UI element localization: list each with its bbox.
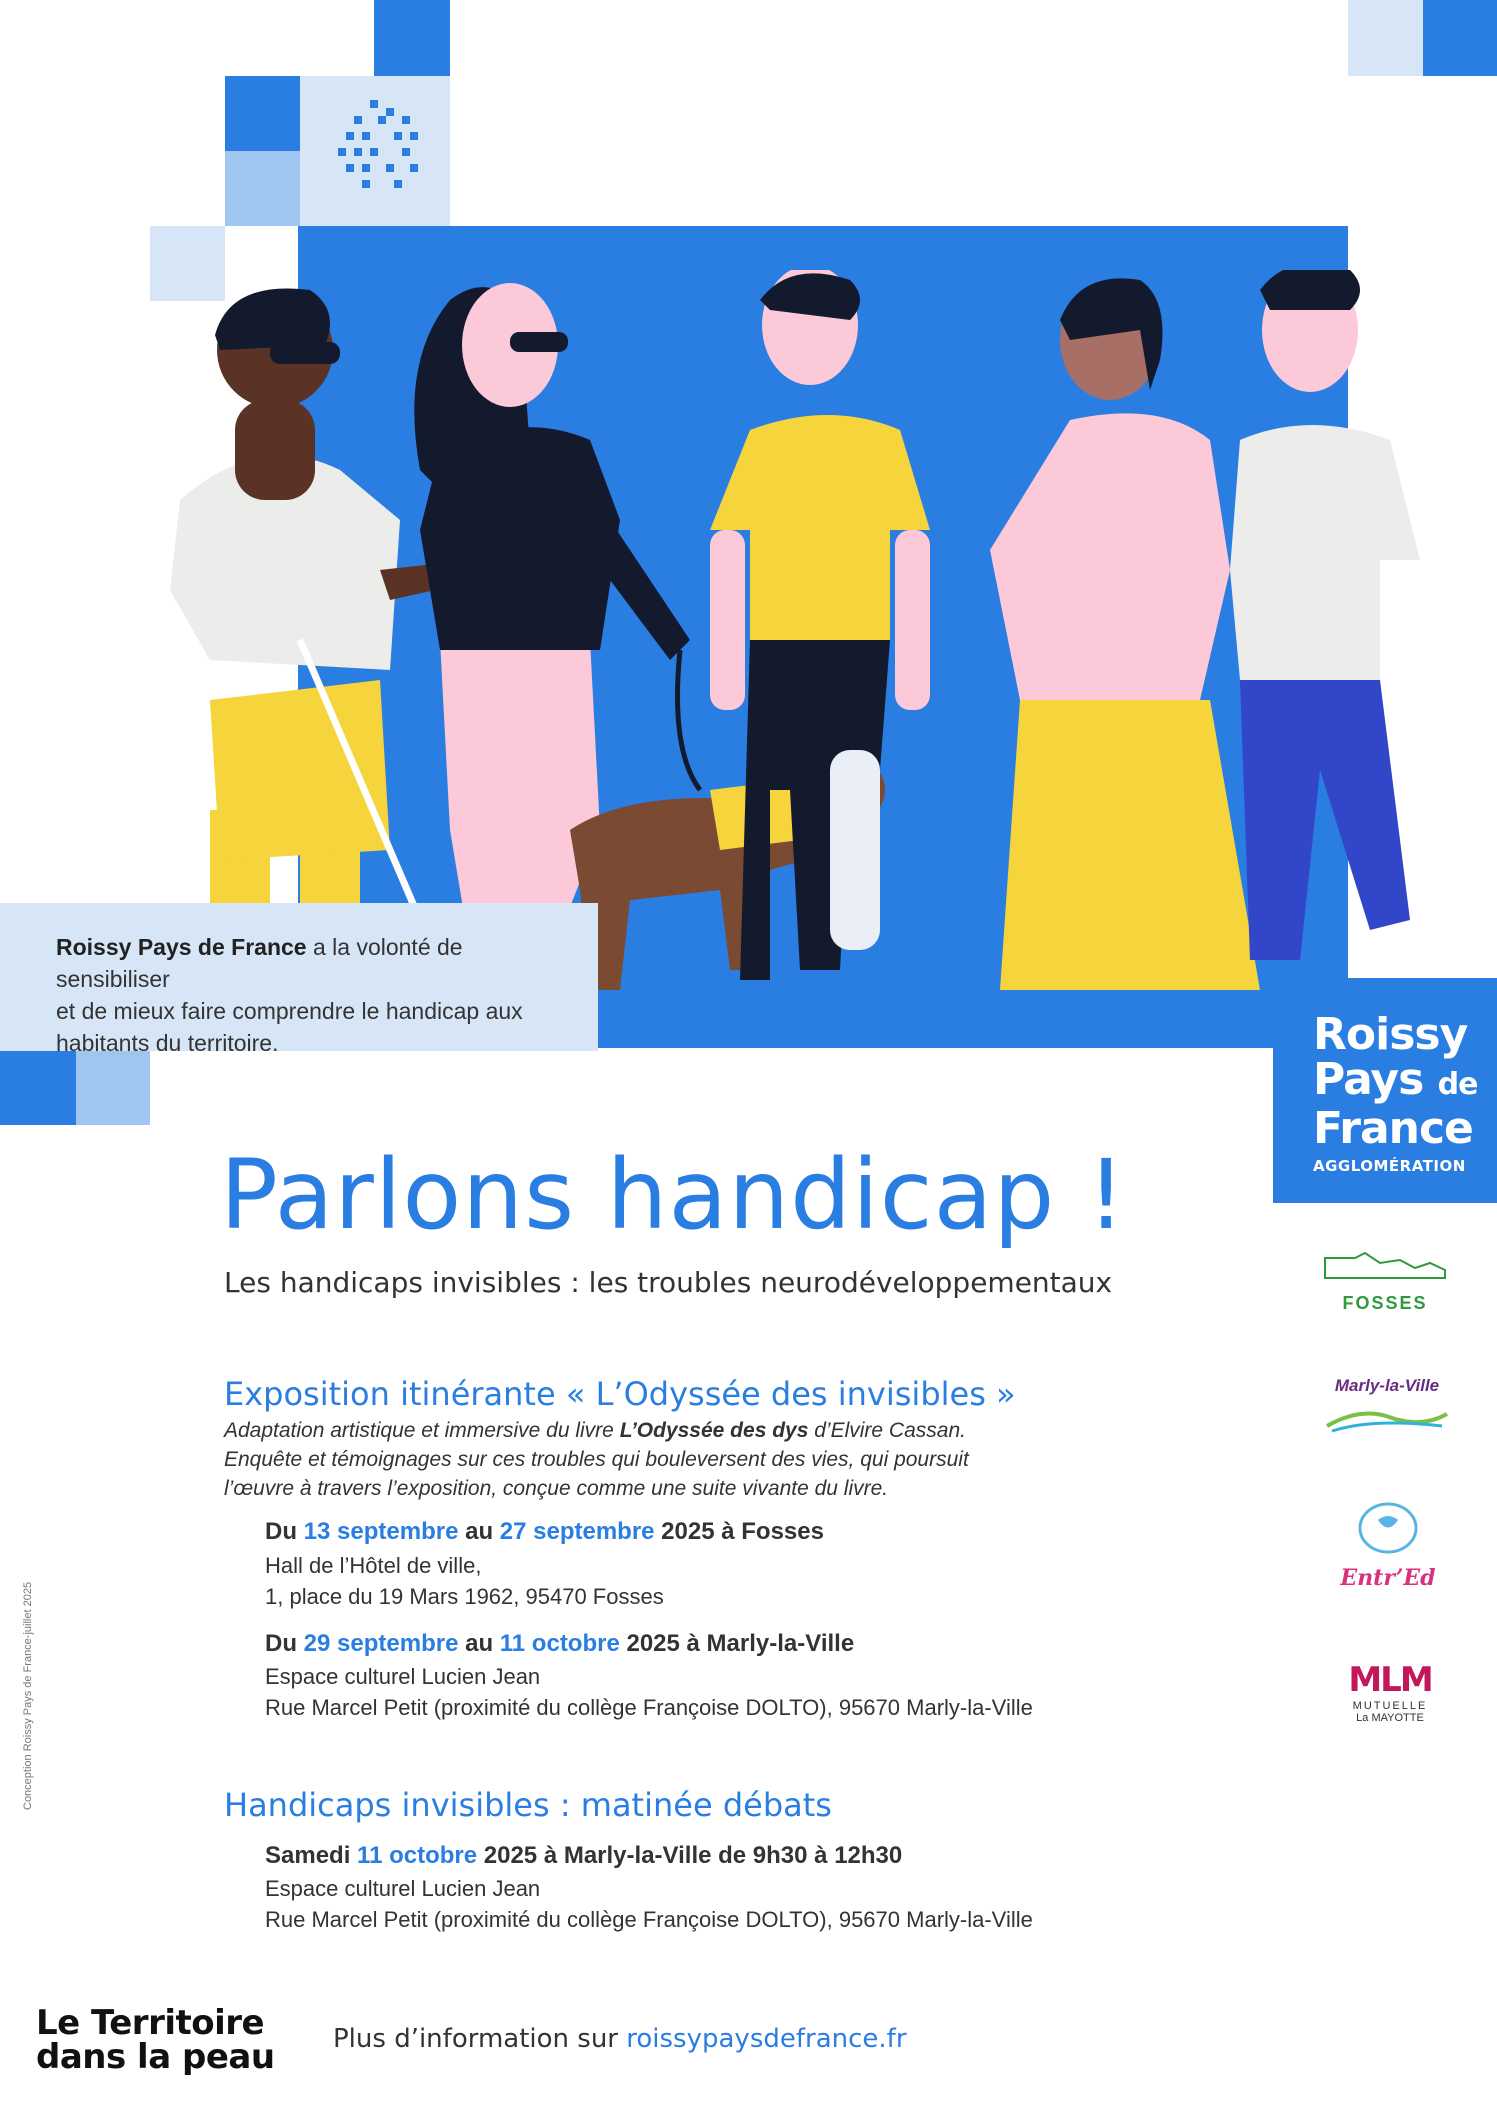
debats-tail: 2025 à Marly-la-Ville de 9h30 à 12h30 [477, 1842, 903, 1869]
date-tail: 2025 à Marly-la-Ville [619, 1630, 855, 1657]
person-pink-sweater [990, 278, 1260, 990]
marly-landscape-icon [1322, 1396, 1452, 1436]
territoire-line-1: Le Territoire [36, 2003, 265, 2043]
logo-pays: Pays [1313, 1054, 1424, 1105]
logo-line-4: AGGLOMÉRATION [1313, 1157, 1466, 1175]
credit-label: Conception Roissy Pays de France-juillet 2025 [22, 1581, 34, 1810]
desc-text: Adaptation artistique et immersive du livre [224, 1419, 620, 1442]
mlm-logo [1340, 1660, 1440, 1724]
debats-address-a: Espace culturel Lucien Jean [265, 1876, 541, 1901]
intro-text: a la volonté de sensibiliser [56, 934, 463, 992]
pixel-sparkle-icon [330, 100, 430, 195]
page-subtitle: Les handicaps invisibles : les troubles neurodéveloppementaux [224, 1266, 1113, 1299]
debats-date [265, 1840, 902, 1872]
exposition-address-2a: Espace culturel Lucien Jean [265, 1664, 541, 1689]
deco-square [0, 1051, 76, 1125]
debats-day: Samedi [265, 1842, 358, 1869]
date-start: 13 septembre [303, 1518, 459, 1545]
more-info [333, 2024, 907, 2054]
deco-square [76, 1051, 150, 1125]
exposition-desc-1 [224, 1416, 966, 1445]
exposition-desc-3: l’œuvre à travers l’exposition, conçue comme une suite vivante du livre. [224, 1477, 889, 1500]
mlm-sub-2: La MAYOTTE [1356, 1712, 1424, 1724]
deco-square [1348, 0, 1423, 76]
fosses-emblem-icon [1320, 1248, 1450, 1288]
credit-text [8, 1580, 48, 1880]
exposition-desc-2: Enquête et témoignages sur ces troubles qui bouleversent des vies, qui poursuit [224, 1448, 969, 1471]
desc-text: d’Elvire Cassan. [808, 1419, 966, 1442]
territoire-line-2: dans la peau [36, 2037, 275, 2077]
intro-line-1 [56, 931, 558, 995]
debats-address-b: Rue Marcel Petit (proximité du collège Françoise DOLTO), 95670 Marly-la-Ville [265, 1907, 1033, 1932]
date-end: 27 septembre [499, 1518, 655, 1545]
exposition-date-1 [265, 1516, 824, 1548]
person-with-dog [414, 283, 700, 1010]
deco-square [225, 151, 300, 226]
intro-line-2: et de mieux faire comprendre le handicap aux [56, 998, 523, 1024]
person-white-shirt [1230, 270, 1420, 960]
exposition-address-1b: 1, place du 19 Mars 1962, 95470 Fosses [265, 1584, 664, 1609]
logo-de: de [1437, 1067, 1478, 1102]
hands-heart-icon [1318, 1490, 1458, 1560]
exposition-date-2 [265, 1628, 854, 1660]
exposition-address-2b: Rue Marcel Petit (proximité du collège Françoise DOLTO), 95670 Marly-la-Ville [265, 1695, 1033, 1720]
logo-line-1: Roissy [1313, 1009, 1468, 1060]
date-du: Du [265, 1630, 304, 1657]
marly-label: Marly-la-Ville [1334, 1376, 1440, 1395]
intro-line-3: habitants du territoire. [56, 1030, 279, 1056]
territoire-logo [36, 2003, 275, 2077]
debats-date-value: 11 octobre [357, 1842, 478, 1869]
roissy-logo [1273, 978, 1497, 1203]
page-title: Parlons handicap ! [220, 1139, 1127, 1251]
intro-brand: Roissy Pays de France [56, 934, 307, 960]
more-info-label: Plus d’information sur [333, 2024, 627, 2054]
marly-logo [1322, 1376, 1452, 1441]
date-du: Du [265, 1518, 304, 1545]
fosses-label: FOSSES [1342, 1293, 1428, 1313]
logo-line-2 [1313, 1054, 1497, 1107]
exposition-address-1a: Hall de l’Hôtel de ville, [265, 1553, 482, 1578]
date-start: 29 septembre [303, 1630, 459, 1657]
website-link[interactable]: roissypaysdefrance.fr [626, 2024, 907, 2054]
entred-logo [1318, 1490, 1458, 1591]
exposition-heading: Exposition itinérante « L’Odyssée des invisibles » [224, 1375, 1016, 1413]
date-tail: 2025 à Fosses [654, 1518, 824, 1545]
deco-square [1423, 0, 1497, 76]
intro-box [0, 903, 598, 1056]
mlm-sub-1: MUTUELLE [1352, 1700, 1428, 1712]
deco-square [225, 76, 300, 151]
date-au: au [458, 1630, 500, 1657]
book-title: L’Odyssée des dys [619, 1419, 809, 1442]
date-au: au [458, 1518, 500, 1545]
entred-label: Entr’Ed [1340, 1565, 1436, 1591]
debats-heading: Handicaps invisibles : matinée débats [224, 1786, 832, 1824]
deco-square [374, 0, 450, 76]
logo-line-3: France [1313, 1103, 1473, 1154]
date-end: 11 octobre [499, 1630, 620, 1657]
fosses-logo [1320, 1248, 1450, 1314]
mlm-label: MLM [1348, 1660, 1432, 1700]
